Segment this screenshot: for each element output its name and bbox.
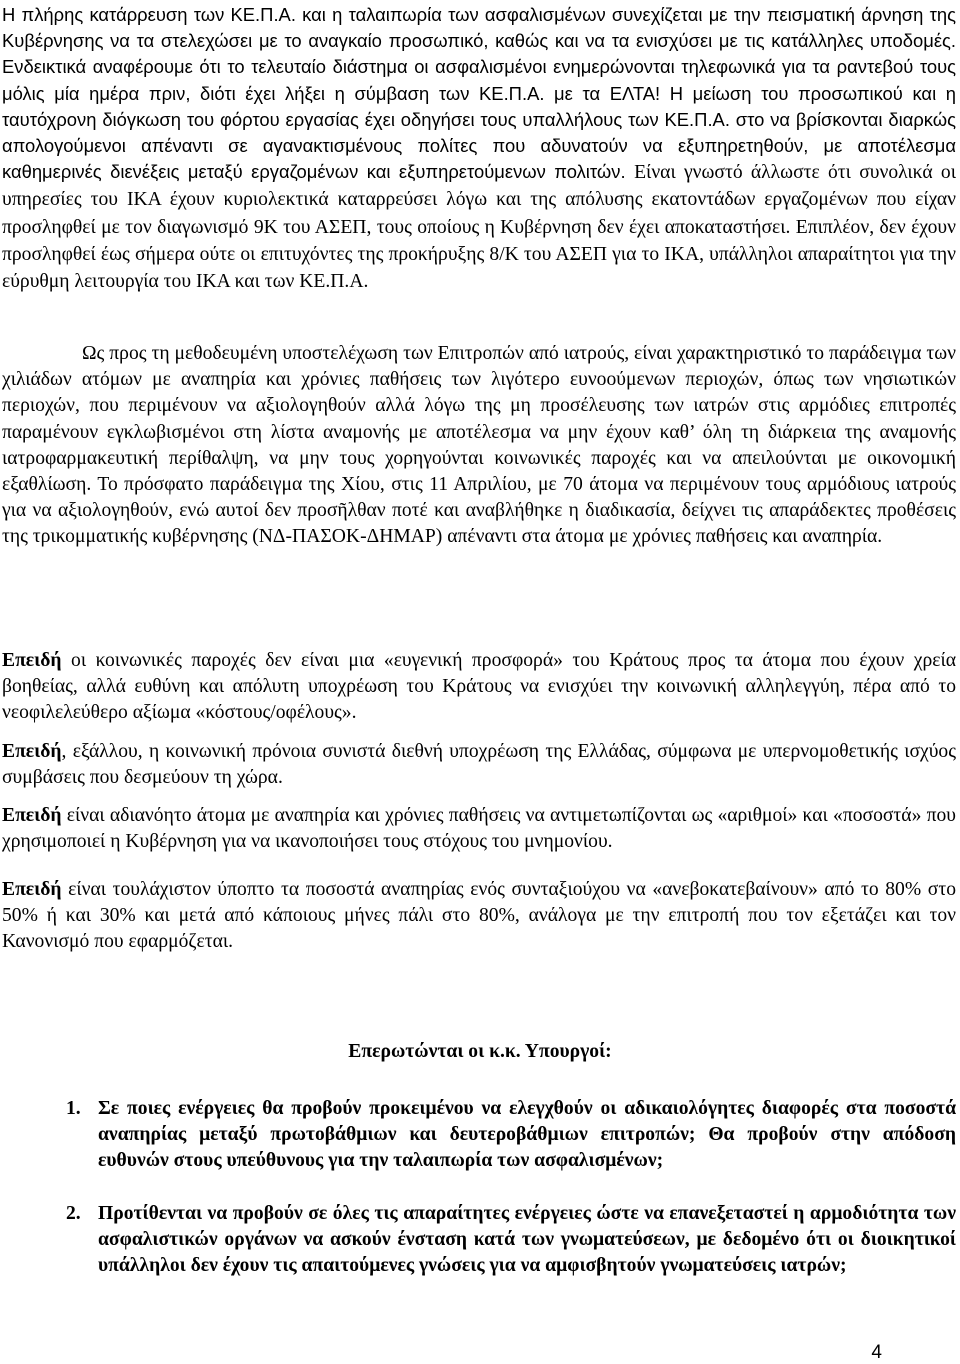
paragraph-epeidi-3 [2, 803, 956, 855]
epeidi-4-text: είναι τουλάχιστον ύποπτο τα ποσοστά αναπηρίας ενός συνταξιούχου να «ανεβοκατεβαίνουν» από το 80% στο 50% ή και 30% και μετά από κάποιους μήνες πάλι στο 80%, ανάλογα με την επιτροπή που τον εξετάζει και τον Κανονισμό που εφαρμόζεται. [2, 879, 956, 953]
question-number: 2. [66, 1203, 81, 1224]
question-2-text: Προτίθενται να προβούν σε όλες τις απαραίτητες ενέργειες ώστε να επανεξεταστεί η αρμοδιότητα των ασφαλιστικών οργάνων να ασκούν ένσταση κατά των γνωματεύσεων, με δεδομένο ότι οι διοικητικοί υπάλληλοι δεν έχουν τις απαιτούμενες γνώσεις για να αμφισβητούν γνωματεύσεις ιατρών; [98, 1203, 956, 1277]
paragraph-epeidi-2 [2, 739, 956, 791]
paragraph-epeidi-4 [2, 877, 956, 956]
page-number: 4 [871, 1342, 882, 1363]
paragraph-kepa-text: Η πλήρης κατάρρευση των ΚΕ.Π.Α. και η ταλαιπωρία των ασφαλισμένων συνεχίζεται με την πεισματική άρνηση της Κυβέρνησης να τα στελεχώσει με το αναγκαίο προσωπικό, καθώς και να τα ενισχύσει με τις κατάλληλες υποδομές. Ενδεικτικά αναφέρουμε ότι το τελευταίο διάστημα οι ασφαλισμένοι ενημερώνονται τηλεφωνικά για τα ραντεβού τους μόλις μία ημέρα πριν, διότι έχει λήξει η σύμβαση των ΚΕ.Π.Α. με τα ΕΛΤΑ! Η μείωση του προσωπικού και η ταυτόχρονη διόγκωση του φόρτου εργασίας έχει οδηγήσει τους υπαλλήλους των ΚΕ.Π.Α. στο να βρίσκονται διαρκώς απολογούμενοι απέναντι σε αγανακτισμένους πολίτες που αδυνατούν να εξυπηρετηθούν, με αποτέλεσμα καθημερινές διενέξεις μεταξύ εργαζομένων και εξυπηρετούμενων πολιτών. [2, 4, 956, 183]
epeidi-3-text: είναι αδιανόητο άτομα με αναπηρία και χρόνιες παθήσεις να αντιμετωπίζονται ως «αριθμοί» και «ποσοστά» που χρησιμοποιεί η Κυβέρνηση για να ικανοποιήσει τους στόχους του μνημονίου. [2, 805, 956, 853]
epeidi-2-text: , εξάλλου, η κοινωνική πρόνοια συνιστά διεθνή υποχρέωση της Ελλάδας, σύμφωνα με υπερνομοθετικής ισχύος συμβάσεις που δεσμεύουν τη χώρα. [2, 741, 956, 789]
epeidi-label: Επειδή [2, 805, 62, 826]
question-number: 1. [66, 1098, 81, 1119]
question-1-text: Σε ποιες ενέργειες θα προβούν προκειμένου να ελεγχθούν οι αδικαιολόγητες διαφορές στα ποσοστά αναπηρίας μεταξύ πρωτοβάθμιων και δευτεροβάθμιων επιτροπών; Θα προβούν στην απόδοση ευθυνών στους υπεύθυνους για την ταλαιπωρία των ασφαλισμένων; [98, 1098, 956, 1172]
epeidi-label: Επειδή [2, 650, 62, 671]
epeidi-1-text: οι κοινωνικές παροχές δεν είναι μια «ευγενική προσφορά» του Κράτους προς τα άτομα που έχουν χρεία βοηθείας, αλλά ευθύνη και απόλυτη υποχρέωση του Κράτους να ενισχύει την κοινωνική αλληλεγγύη, πέρα από το νεοφιλελεύθερο αξίωμα «κόστους/οφέλους». [2, 650, 956, 724]
paragraph-kepa-collapse [2, 2, 956, 295]
epeidi-label: Επειδή [2, 879, 62, 900]
paragraph-epeidi-1 [2, 648, 956, 727]
question-2 [58, 1201, 956, 1280]
question-1 [58, 1096, 956, 1175]
epeidi-label: Επειδή [2, 741, 62, 762]
questions-heading: Επερωτώνται οι κ.κ. Υπουργοί: [348, 1041, 612, 1062]
paragraph-ika-text: Είναι γνωστό άλλωστε ότι συνολικά οι υπηρεσίες του ΙΚΑ έχουν κυριολεκτικά καταρρεύσει λόγω και της απόλυσης εκατοντάδων εργαζομένων που είχαν προσληφθεί με τον διαγωνισμό 9Κ του ΑΣΕΠ, τους οποίους η Κυβέρνηση δεν έχει αποκαταστήσει. Επιπλέον, δεν έχουν προσληφθεί έως σήμερα ούτε οι επιτυχόντες της προκήρυξης 8/Κ του ΑΣΕΠ για το ΙΚΑ, υπάλληλοι απαραίτητοι για την εύρυθμη λειτουργία του ΙΚΑ και των ΚΕ.Π.Α. [2, 162, 956, 293]
paragraph-committees: Ως προς τη μεθοδευμένη υποστελέχωση των Επιτροπών από ιατρούς, είναι χαρακτηριστικό το παράδειγμα των χιλιάδων ατόμων με αναπηρία και χρόνιες παθήσεις των λιγότερο ευνοούμενων περιοχών, όπως των νησιωτικών περιοχών, που περιμένουν να αξιολογηθούν αλλά λόγω της μη προσέλευσης των ιατρών στις αρμόδιες επιτροπές παραμένουν εγκλωβισμένοι στη λίστα αναμονής με αποτέλεσμα να μην έχουν καθ’ όλη τη διάρκεια της αναμονής ιατροφαρμακευτική περίθαλψη, να μην τους χορηγούνται κοινωνικές παροχές και να απειλούνται με οικονομική εξαθλίωση. Το πρόσφατο παράδειγμα της Χίου, στις 11 Απριλίου, με 70 άτομα να περιμένουν τους αρμόδιους ιατρούς για να αξιολογηθούν, ενώ αυτοί δεν προσῆλθαν ποτέ και αναβλήθηκε η διαδικασία, δείχνει τις απαράδεκτες προθέσεις της τρικομματικής κυβέρνησης (ΝΔ-ΠΑΣΟΚ-ΔΗΜΑΡ) απέναντι στα άτομα με χρόνιες παθήσεις και αναπηρία. [2, 343, 956, 548]
